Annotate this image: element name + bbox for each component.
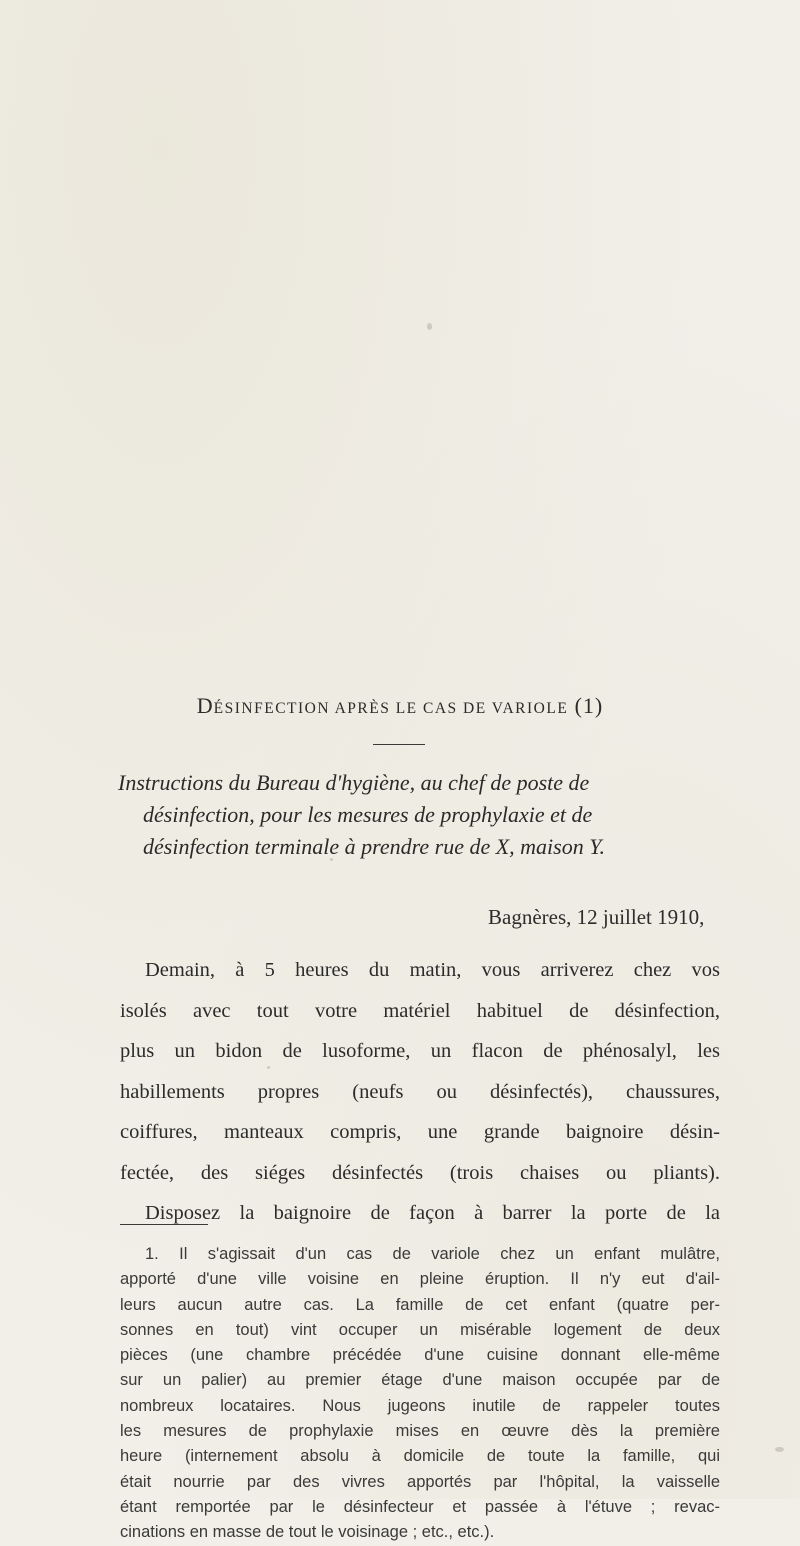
heading-note-ref: (1) bbox=[574, 693, 604, 718]
body-paragraph bbox=[120, 950, 720, 1234]
footnote-divider bbox=[120, 1224, 208, 1225]
paper-speck bbox=[775, 1447, 784, 1452]
instructions-line: désinfection, pour les mesures de prophylaxie et de bbox=[143, 802, 593, 827]
footnote-line: apporté d'une ville voisine en pleine éruption. Il n'y eut d'ail- bbox=[120, 1270, 720, 1289]
body-line: fectée, des siéges désinfectés (trois chaises ou pliants). bbox=[120, 1161, 720, 1184]
heading-text: ÉSINFECTION APRÈS LE CAS DE VARIOLE bbox=[213, 700, 569, 717]
footnote-line: cinations en masse de tout le voisinage ; etc., etc.). bbox=[120, 1523, 495, 1542]
body-line: coiffures, manteaux compris, une grande baignoire désin- bbox=[120, 1121, 720, 1143]
footnote bbox=[120, 1242, 720, 1546]
footnote-line: sonnes en tout) vint occuper un misérable logement de deux bbox=[120, 1320, 720, 1339]
footnote-line: 1. Il s'agissait d'un cas de variole chez un enfant mulâtre, bbox=[145, 1245, 720, 1263]
body-line: plus un bidon de lusoforme, un flacon de phénosalyl, les bbox=[120, 1040, 720, 1062]
footnote-line: les mesures de prophylaxie mises en œuvre dès la première bbox=[120, 1422, 720, 1441]
instructions-line: Instructions du Bureau d'hygiène, au chef de poste de bbox=[118, 770, 590, 795]
dateline: Bagnères, 12 juillet 1910, bbox=[488, 905, 705, 929]
footnote-line: étant remportée par le désinfecteur et passée à l'étuve ; revac- bbox=[120, 1497, 720, 1516]
footnote-line: heure (internement absolu à domicile de toute la famille, qui bbox=[120, 1447, 720, 1466]
body-line: Disposez la baignoire de façon à barrer la porte de la bbox=[145, 1202, 720, 1224]
chapter-heading bbox=[60, 693, 740, 719]
footnote-line: était nourrie par des vivres apportés par l'hôpital, la vaisselle bbox=[120, 1472, 720, 1491]
footnote-line: pièces (une chambre précédée d'une cuisine donnant elle-même bbox=[120, 1346, 720, 1365]
footnote-line: leurs aucun autre cas. La famille de cet enfant (quatre per- bbox=[120, 1295, 720, 1314]
paper-speck bbox=[427, 323, 432, 330]
body-line: habillements propres (neufs ou désinfectés), chaussures, bbox=[120, 1080, 720, 1103]
footnote-line: sur un palier) au premier étage d'une maison occupée par de bbox=[120, 1371, 720, 1390]
footnote-line: nombreux locataires. Nous jugeons inutile de rappeler toutes bbox=[120, 1396, 720, 1415]
instructions-title bbox=[118, 767, 718, 863]
heading-divider bbox=[373, 744, 425, 745]
instructions-line: désinfection terminale à prendre rue de X, maison Y. bbox=[143, 834, 605, 859]
heading-initial: D bbox=[196, 693, 214, 718]
body-line: isolés avec tout votre matériel habituel de désinfection, bbox=[120, 999, 720, 1022]
body-line: Demain, à 5 heures du matin, vous arriverez chez vos bbox=[145, 959, 720, 981]
